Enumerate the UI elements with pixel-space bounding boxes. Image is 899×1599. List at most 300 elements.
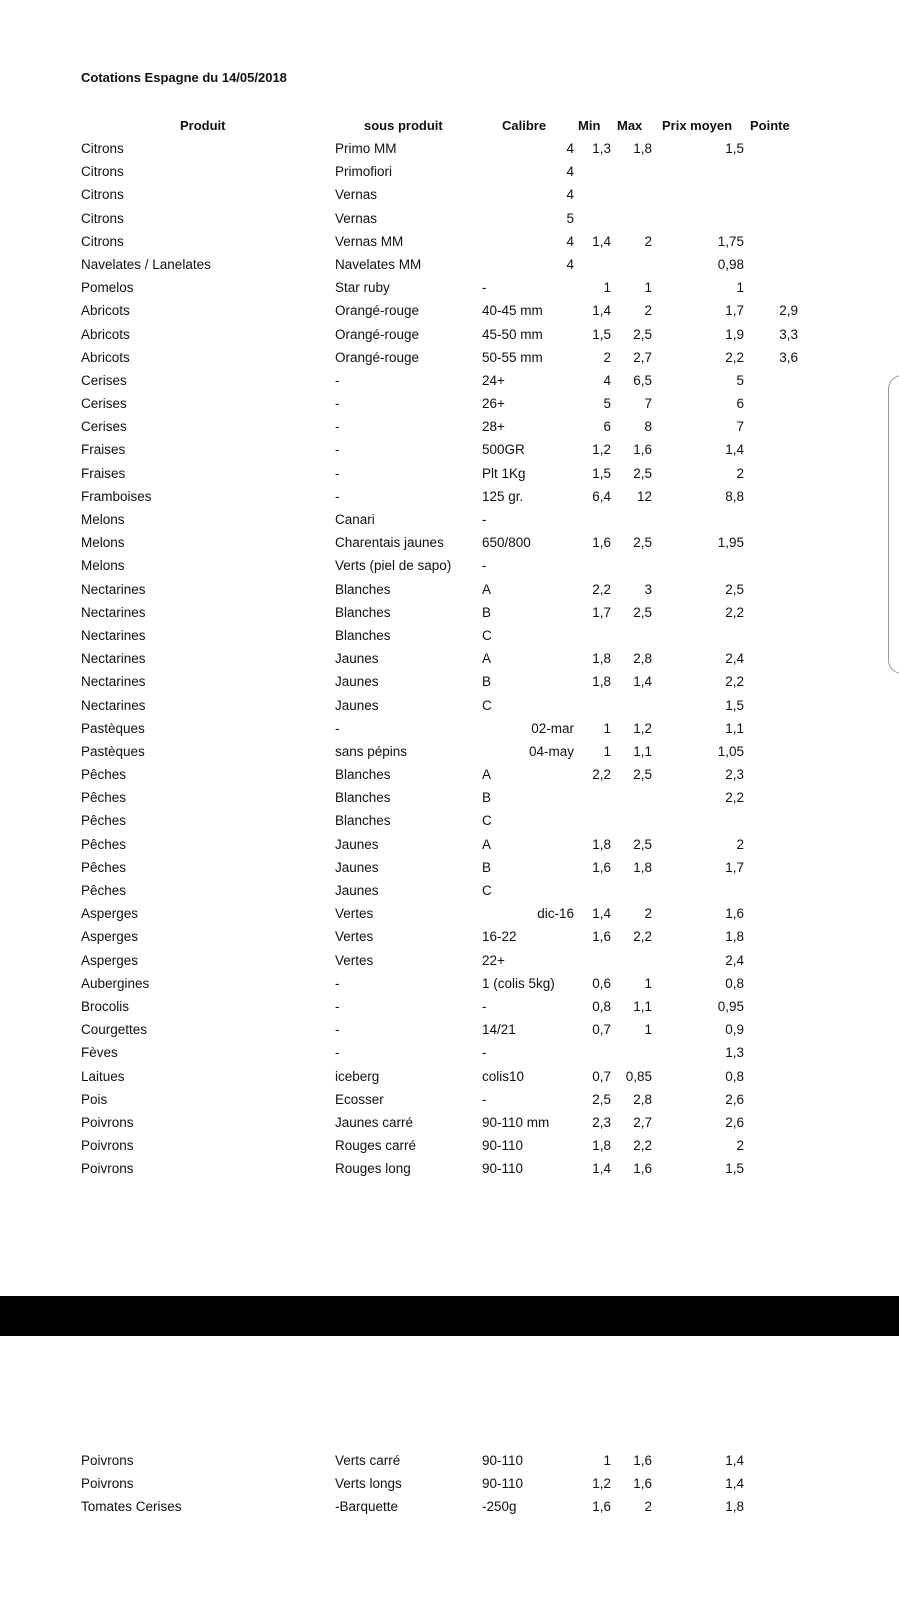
- cell-sous-produit: Jaunes: [335, 697, 379, 713]
- cell-min: 1,5: [592, 465, 611, 481]
- cell-produit: Nectarines: [81, 697, 146, 713]
- table-row: [0, 532, 899, 555]
- cell-calibre-numeric: 04-may: [528, 743, 574, 759]
- table-row: [0, 1019, 899, 1042]
- table-row: [0, 254, 899, 277]
- cell-min: 1,8: [592, 1138, 611, 1154]
- cell-prix-moyen: 2,6: [725, 1114, 744, 1130]
- cell-sous-produit: Primofiori: [335, 164, 393, 180]
- cell-calibre-text: -: [482, 1091, 487, 1107]
- table-row: [0, 787, 899, 810]
- cell-max: 2,5: [633, 767, 652, 783]
- table-row: [0, 810, 899, 833]
- cell-calibre: [482, 1138, 574, 1153]
- cell-calibre-text: 40-45 mm: [482, 303, 543, 319]
- cell-produit: Citrons: [81, 233, 124, 249]
- cell-calibre: [482, 929, 574, 944]
- cell-max: 1,6: [633, 1453, 652, 1468]
- table-row: [0, 579, 899, 602]
- cell-max: 1,6: [633, 442, 652, 458]
- cell-max: 2: [644, 1499, 652, 1515]
- cell-sous-produit: Vertes: [335, 952, 374, 968]
- cell-max: 2,5: [633, 604, 652, 620]
- cell-calibre-numeric: dic-16: [537, 906, 574, 922]
- cell-min: 1,6: [592, 929, 611, 945]
- cell-max: 1: [644, 1022, 652, 1038]
- cell-prix-moyen: 2: [736, 1138, 744, 1154]
- cell-calibre-text: 50-55 mm: [482, 349, 543, 365]
- cell-prix-moyen: 2,4: [725, 952, 744, 968]
- cell-calibre-text: 90-110 mm: [482, 1114, 550, 1130]
- cell-produit: Cerises: [81, 419, 127, 435]
- cell-min: 1,4: [592, 303, 611, 319]
- cell-min: 0,6: [592, 975, 611, 991]
- cell-sous-produit: -: [335, 396, 340, 412]
- table-row: [0, 996, 899, 1019]
- cell-max: 2: [644, 233, 652, 249]
- table-row: [0, 463, 899, 486]
- cell-produit: Nectarines: [81, 604, 146, 620]
- cell-prix-moyen: 1,4: [725, 442, 744, 458]
- cell-calibre: [482, 396, 574, 411]
- price-table-continued: [0, 1450, 899, 1520]
- table-row: [0, 277, 899, 300]
- cell-calibre: [482, 651, 574, 666]
- cell-prix-moyen: 2,3: [725, 767, 744, 783]
- cell-max: 1,6: [633, 1161, 652, 1177]
- table-row: [0, 184, 899, 207]
- cell-min: 1,8: [592, 674, 611, 690]
- cell-max: 1,8: [633, 859, 652, 875]
- cell-min: 1: [603, 1453, 611, 1468]
- cell-calibre: [482, 883, 574, 898]
- table-row: [0, 300, 899, 323]
- cell-calibre: [482, 582, 574, 597]
- cell-calibre: [482, 1115, 574, 1130]
- cell-min: 1,4: [592, 1161, 611, 1177]
- table-row: [0, 950, 899, 973]
- cell-produit: Citrons: [81, 210, 124, 226]
- cell-calibre: [482, 1453, 574, 1468]
- cell-prix-moyen: 1,5: [725, 1161, 744, 1177]
- cell-max: 2,2: [633, 929, 652, 945]
- cell-produit: Framboises: [81, 488, 152, 504]
- cell-calibre: [482, 350, 574, 365]
- cell-max: 8: [644, 419, 652, 435]
- cell-sous-produit: Blanches: [335, 767, 391, 783]
- cell-min: 1,7: [592, 604, 611, 620]
- cell-max: 2,5: [633, 836, 652, 852]
- table-row: [0, 880, 899, 903]
- cell-produit: Citrons: [81, 187, 124, 203]
- cell-max: 1: [644, 975, 652, 991]
- table-row: [0, 1042, 899, 1065]
- cell-calibre-text: 24+: [482, 372, 505, 388]
- cell-prix-moyen: 1,5: [725, 141, 744, 156]
- cell-calibre-text: -: [482, 558, 487, 574]
- table-row: [0, 138, 899, 161]
- cell-prix-moyen: 1,1: [725, 720, 744, 736]
- cell-max: 2,5: [633, 535, 652, 551]
- cell-sous-produit: Orangé-rouge: [335, 326, 420, 342]
- cell-max: 3: [644, 581, 652, 597]
- cell-min: 1,6: [592, 859, 611, 875]
- cell-calibre: [482, 327, 574, 342]
- price-table: [0, 115, 899, 1181]
- cell-calibre-text: B: [482, 859, 492, 875]
- cell-sous-produit: Vernas: [335, 210, 378, 226]
- cell-prix-moyen: 1,5: [725, 697, 744, 713]
- cell-prix-moyen: 0,8: [725, 975, 744, 991]
- cell-produit: Asperges: [81, 952, 139, 968]
- cell-calibre-numeric: 4: [566, 141, 574, 156]
- cell-min: 1: [603, 720, 611, 736]
- cell-sous-produit: -: [335, 372, 340, 388]
- cell-calibre: [482, 558, 574, 573]
- cell-prix-moyen: 2: [736, 465, 744, 481]
- cell-sous-produit: Vertes: [335, 929, 374, 945]
- cell-max: 2,5: [633, 465, 652, 481]
- table-row: [0, 1066, 899, 1089]
- cell-sous-produit: -: [335, 1022, 340, 1038]
- cell-prix-moyen: 2,6: [725, 1091, 744, 1107]
- cell-calibre: [482, 1476, 574, 1491]
- cell-calibre-text: 16-22: [482, 929, 517, 945]
- table-row: [0, 509, 899, 532]
- cell-produit: Cerises: [81, 396, 127, 412]
- table-row: [0, 671, 899, 694]
- cell-calibre: [482, 419, 574, 434]
- cell-sous-produit: Charentais jaunes: [335, 535, 444, 551]
- cell-sous-produit: Verts longs: [335, 1476, 402, 1492]
- table-row: [0, 1473, 899, 1496]
- cell-prix-moyen: 6: [736, 396, 744, 412]
- cell-produit: Poivrons: [81, 1161, 134, 1177]
- cell-calibre: [482, 303, 574, 318]
- cell-sous-produit: Blanches: [335, 627, 391, 643]
- cell-sous-produit: -: [335, 1045, 340, 1061]
- cell-produit: Abricots: [81, 326, 130, 342]
- cell-calibre-text: Plt 1Kg: [482, 465, 526, 481]
- table-header: [0, 115, 899, 138]
- cell-calibre: [482, 767, 574, 782]
- header-prix-moyen: Prix moyen: [662, 118, 733, 133]
- header-sous-produit: sous produit: [364, 118, 443, 133]
- cell-calibre-text: B: [482, 790, 492, 806]
- cell-calibre: [482, 999, 574, 1014]
- cell-max: 0,85: [625, 1068, 652, 1084]
- cell-min: 0,8: [592, 998, 611, 1014]
- cell-max: 7: [644, 396, 652, 412]
- cell-calibre-text: -250g: [482, 1499, 517, 1515]
- table-row: [0, 857, 899, 880]
- table-row: [0, 834, 899, 857]
- cell-min: 1,6: [592, 1499, 611, 1515]
- cell-produit: Pêches: [81, 836, 127, 852]
- cell-sous-produit: Blanches: [335, 581, 391, 597]
- cell-sous-produit: -: [335, 720, 340, 736]
- cell-sous-produit: Orangé-rouge: [335, 303, 420, 319]
- header-max: Max: [617, 118, 643, 133]
- cell-prix-moyen: 1: [736, 280, 744, 296]
- table-row: [0, 764, 899, 787]
- table-row: [0, 1112, 899, 1135]
- cell-produit: Nectarines: [81, 627, 146, 643]
- cell-calibre-text: 500GR: [482, 442, 525, 458]
- cell-sous-produit: -: [335, 465, 340, 481]
- cell-calibre: [482, 860, 574, 875]
- cell-produit: Laitues: [81, 1068, 125, 1084]
- cell-sous-produit: Jaunes: [335, 836, 379, 852]
- cell-produit: Pastèques: [81, 743, 145, 759]
- cell-max: 6,5: [633, 372, 652, 388]
- cell-prix-moyen: 2,5: [725, 581, 744, 597]
- cell-prix-moyen: 2,2: [725, 604, 744, 620]
- table-row: [0, 648, 899, 671]
- cell-produit: Melons: [81, 512, 125, 527]
- cell-sous-produit: -: [335, 975, 340, 991]
- cell-calibre-text: 1 (colis 5kg): [482, 975, 555, 991]
- cell-sous-produit: Jaunes carré: [335, 1114, 414, 1130]
- cell-sous-produit: Vernas MM: [335, 233, 404, 249]
- cell-calibre: [482, 489, 574, 504]
- table-row: [0, 1450, 899, 1473]
- cell-calibre: [482, 953, 574, 968]
- cell-prix-moyen: 8,8: [725, 488, 744, 504]
- cell-pointe: 2,9: [779, 303, 798, 319]
- cell-sous-produit: Blanches: [335, 790, 391, 806]
- cell-produit: Poivrons: [81, 1453, 134, 1468]
- cell-max: 1,1: [633, 998, 652, 1014]
- cell-calibre-text: -: [482, 998, 487, 1014]
- table-row: [0, 718, 899, 741]
- cell-calibre: [482, 466, 574, 481]
- cell-calibre: [482, 837, 574, 852]
- table-row: [0, 741, 899, 764]
- table-row: [0, 1089, 899, 1112]
- cell-max: 2,5: [633, 326, 652, 342]
- cell-calibre: [482, 813, 574, 828]
- cell-produit: Fèves: [81, 1045, 118, 1061]
- cell-max: 1,6: [633, 1476, 652, 1492]
- cell-calibre-text: A: [482, 651, 492, 667]
- cell-prix-moyen: 1,3: [725, 1045, 744, 1061]
- cell-prix-moyen: 2,4: [725, 651, 744, 667]
- cell-produit: Pêches: [81, 859, 127, 875]
- cell-calibre-text: 22+: [482, 952, 505, 968]
- cell-max: 2,2: [633, 1138, 652, 1154]
- cell-calibre-text: colis10: [482, 1068, 525, 1084]
- table-row: [0, 486, 899, 509]
- cell-produit: Courgettes: [81, 1022, 148, 1038]
- cell-calibre-text: A: [482, 581, 492, 597]
- cell-calibre: [482, 1069, 574, 1084]
- table-row: [0, 1158, 899, 1181]
- cell-prix-moyen: 2,2: [725, 349, 744, 365]
- cell-produit: Melons: [81, 558, 125, 574]
- cell-prix-moyen: 5: [736, 372, 744, 388]
- cell-pointe: 3,6: [779, 349, 798, 365]
- cell-produit: Navelates / Lanelates: [81, 256, 211, 272]
- cell-sous-produit: iceberg: [335, 1068, 380, 1084]
- cell-max: 2,7: [633, 349, 652, 365]
- cell-produit: Poivrons: [81, 1476, 134, 1492]
- cell-sous-produit: -: [335, 419, 340, 435]
- cell-max: 1,8: [633, 141, 652, 156]
- cell-calibre: [482, 1045, 574, 1060]
- cell-prix-moyen: 1,05: [717, 743, 744, 759]
- cell-prix-moyen: 0,98: [717, 256, 744, 272]
- cell-calibre: [482, 442, 574, 457]
- cell-calibre-numeric: 4: [566, 187, 574, 203]
- cell-min: 1,8: [592, 836, 611, 852]
- cell-calibre: [482, 628, 574, 643]
- table-row: [0, 1135, 899, 1158]
- table-row: [0, 439, 899, 462]
- cell-max: 2,8: [633, 651, 652, 667]
- table-row: [0, 625, 899, 648]
- cell-calibre: [482, 373, 574, 388]
- cell-produit: Pastèques: [81, 720, 145, 736]
- cell-sous-produit: Vertes: [335, 906, 374, 922]
- cell-produit: Cerises: [81, 372, 127, 388]
- cell-min: 5: [603, 396, 611, 412]
- cell-sous-produit: Vernas: [335, 187, 378, 203]
- cell-sous-produit: -: [335, 488, 340, 504]
- cell-sous-produit: Primo MM: [335, 141, 397, 156]
- cell-calibre-text: A: [482, 836, 492, 852]
- cell-produit: Asperges: [81, 929, 139, 945]
- cell-calibre-text: 125 gr.: [482, 488, 524, 504]
- cell-calibre-numeric: 4: [566, 233, 574, 249]
- table-row: [0, 231, 899, 254]
- cell-max: 2,7: [633, 1114, 652, 1130]
- cell-produit: Pois: [81, 1091, 108, 1107]
- cell-min: 1: [603, 280, 611, 296]
- cell-sous-produit: sans pépins: [335, 743, 408, 759]
- cell-produit: Aubergines: [81, 975, 150, 991]
- table-row: [0, 416, 899, 439]
- cell-calibre-numeric: 4: [566, 164, 574, 180]
- cell-prix-moyen: 1,4: [725, 1476, 744, 1492]
- cell-max: 2: [644, 303, 652, 319]
- cell-produit: Citrons: [81, 141, 124, 156]
- cell-calibre-text: 90-110: [482, 1161, 524, 1177]
- cell-min: 6: [603, 419, 611, 435]
- cell-calibre-text: -: [482, 1045, 487, 1061]
- cell-calibre-text: 14/21: [482, 1022, 516, 1038]
- cell-calibre-text: 90-110: [482, 1476, 524, 1492]
- cell-calibre-numeric: 5: [566, 210, 574, 226]
- cell-prix-moyen: 2,2: [725, 790, 744, 806]
- cell-produit: Brocolis: [81, 998, 130, 1014]
- cell-min: 1,2: [592, 442, 611, 458]
- cell-prix-moyen: 1,4: [725, 1453, 744, 1468]
- cell-sous-produit: Verts carré: [335, 1453, 401, 1468]
- cell-calibre-text: 45-50 mm: [482, 326, 543, 342]
- cell-produit: Melons: [81, 535, 125, 551]
- cell-prix-moyen: 1,7: [725, 303, 744, 319]
- cell-max: 2: [644, 906, 652, 922]
- cell-produit: Pêches: [81, 767, 127, 783]
- cell-sous-produit: Navelates MM: [335, 256, 422, 272]
- cell-produit: Poivrons: [81, 1138, 134, 1154]
- cell-max: 1: [644, 280, 652, 296]
- table-row: [0, 370, 899, 393]
- cell-prix-moyen: 2: [736, 836, 744, 852]
- cell-min: 1,4: [592, 906, 611, 922]
- cell-sous-produit: -: [335, 998, 340, 1014]
- cell-calibre: [482, 512, 574, 527]
- cell-calibre-text: 26+: [482, 396, 505, 412]
- cell-prix-moyen: 1,7: [725, 859, 744, 875]
- cell-calibre: [482, 1092, 574, 1107]
- cell-min: 2,3: [592, 1114, 611, 1130]
- cell-sous-produit: Orangé-rouge: [335, 349, 420, 365]
- cell-calibre: [482, 674, 574, 689]
- cell-calibre: [482, 698, 574, 713]
- cell-min: 1,2: [592, 1476, 611, 1492]
- cell-sous-produit: Blanches: [335, 813, 391, 829]
- cell-min: 1,4: [592, 233, 611, 249]
- cell-produit: Pêches: [81, 883, 127, 898]
- cell-calibre-text: -: [482, 280, 487, 296]
- cell-produit: Fraises: [81, 442, 126, 458]
- black-band: [0, 1296, 899, 1336]
- cell-sous-produit: Ecosser: [335, 1091, 384, 1107]
- cell-prix-moyen: 0,9: [725, 1022, 744, 1038]
- table-row: [0, 973, 899, 996]
- cell-calibre: [482, 535, 574, 550]
- cell-produit: Pêches: [81, 813, 127, 829]
- cell-sous-produit: Rouges carré: [335, 1138, 417, 1154]
- header-calibre: Calibre: [502, 118, 547, 133]
- table-row: [0, 926, 899, 949]
- cell-sous-produit: Jaunes: [335, 859, 379, 875]
- table-row: [0, 695, 899, 718]
- cell-sous-produit: -Barquette: [335, 1499, 399, 1515]
- cell-produit: Nectarines: [81, 651, 146, 667]
- cell-produit: Nectarines: [81, 581, 146, 597]
- cell-calibre-text: 650/800: [482, 535, 531, 551]
- cell-max: 1,2: [633, 720, 652, 736]
- cell-calibre: [482, 280, 574, 295]
- side-handle: [888, 375, 899, 674]
- cell-calibre: [482, 1022, 574, 1037]
- cell-calibre-text: 90-110: [482, 1138, 524, 1154]
- cell-prix-moyen: 7: [736, 419, 744, 435]
- cell-calibre-text: B: [482, 604, 492, 620]
- table-row: [0, 393, 899, 416]
- cell-calibre-text: C: [482, 627, 492, 643]
- cell-prix-moyen: 0,95: [717, 998, 744, 1014]
- cell-min: 2,5: [592, 1091, 611, 1107]
- cell-min: 1,3: [592, 141, 611, 156]
- header-pointe: Pointe: [750, 118, 790, 133]
- cell-max: 1,1: [633, 743, 652, 759]
- cell-sous-produit: Jaunes: [335, 674, 379, 690]
- cell-produit: Abricots: [81, 349, 130, 365]
- cell-calibre-text: -: [482, 512, 487, 527]
- header-produit: Produit: [180, 118, 226, 133]
- cell-min: 2: [603, 349, 611, 365]
- cell-prix-moyen: 1,8: [725, 929, 744, 945]
- table-row: [0, 903, 899, 926]
- table-row: [0, 161, 899, 184]
- cell-produit: Pomelos: [81, 280, 134, 296]
- cell-min: 1: [603, 743, 611, 759]
- cell-calibre-text: C: [482, 813, 492, 829]
